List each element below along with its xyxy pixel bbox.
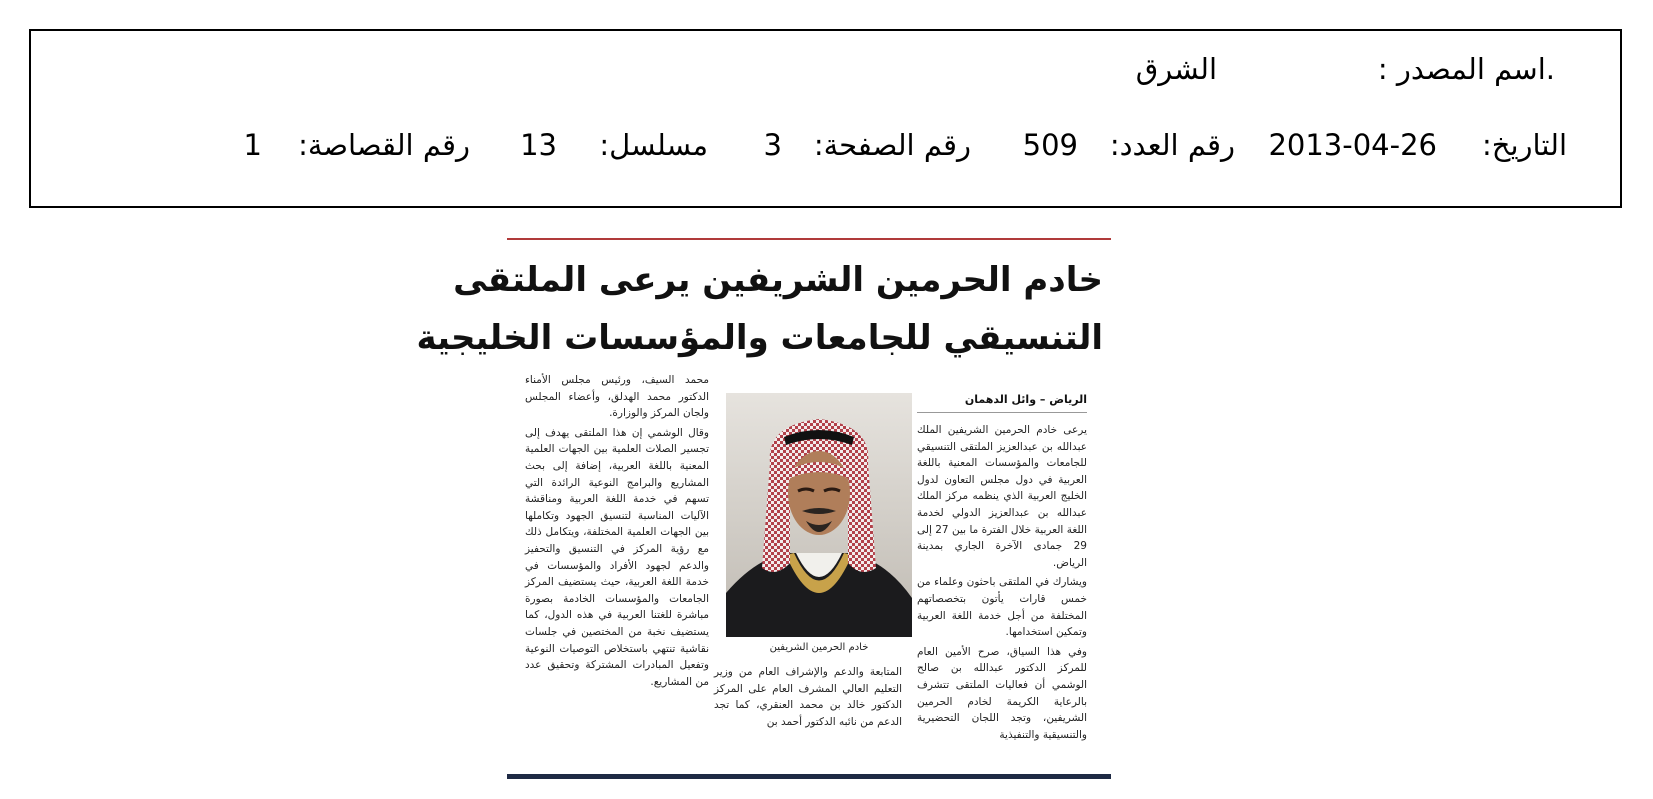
paragraph: محمد السيف، ورئيس مجلس الأمناء الدكتور محمد الهدلق، وأعضاء المجلس ولجان المركز والوزارة.	[525, 374, 709, 420]
date-value: 2013-04-26	[1268, 128, 1437, 162]
clip-number-label: رقم القصاصة:	[298, 128, 470, 162]
clip-number-value: 1	[243, 128, 262, 162]
paragraph: المتابعة والدعم والإشراف العام من وزير التعليم العالي المشرف العام على المركز الدكتور خالد بن محمد العنقري، كما تجد الدعم من نائبه الدكتور أحمد بن	[714, 666, 902, 728]
clipping-top-rule	[507, 238, 1111, 240]
serial-label: مسلسل:	[599, 128, 708, 162]
headline-line-2: التنسيقي للجامعات والمؤسسات الخليجية	[416, 318, 1103, 358]
paragraph: وفي هذا السياق، صرح الأمين العام للمركز الدكتور عبدالله بن صالح الوشمي أن فعاليات الملتقى تتشرف بالرعاية الكريمة لخادم الحرمين الشريفين، وتجد اللجان التحضيرية والتنسيقية والتنفيذية	[917, 645, 1087, 741]
page-value: 3	[763, 128, 782, 162]
paragraph: ويشارك في الملتقى باحثون وعلماء من خمس قارات يأتون بتخصصاتهم المختلفة من أجل خدمة اللغة العربية وتمكين استخدامها.	[917, 576, 1087, 639]
newspaper-clipping	[416, 238, 1111, 779]
middle-column	[714, 664, 902, 733]
left-column	[525, 372, 709, 693]
issue-label: رقم العدد:	[1109, 128, 1235, 162]
source-value: الشرق	[1135, 52, 1217, 86]
issue-value: 509	[1022, 128, 1078, 162]
source-label: .اسم المصدر :	[1377, 52, 1555, 86]
byline-divider	[917, 412, 1087, 413]
serial-value: 13	[520, 128, 557, 162]
page-label: رقم الصفحة:	[813, 128, 971, 162]
photo-caption: خادم الحرمين الشريفين	[769, 642, 869, 653]
clipping-bottom-rule	[507, 774, 1111, 779]
date-label: التاريخ:	[1481, 128, 1567, 162]
byline: الرياض – وائل الدهمان	[964, 393, 1087, 406]
right-column	[917, 422, 1087, 746]
paragraph: وقال الوشمي إن هذا الملتقى يهدف إلى تجسير الصلات العلمية بين الجهات العلمية المعنية باللغة العربية، إضافة إلى بحث المشاريع والبرامج النوعية الرائدة التي تسهم في خدمة اللغة العربية ومناقشة الآليات المناسبة لتنسيق الجهود وتكاملها بين الجهات العلمية المختلفة، ويتكامل ذلك مع رؤية المركز في التنسيق والتحفيز والدعم لجهود الأفراد والمؤسسات في خدمة اللغة العربية، حيث يستضيف المركز الجامعات والمؤسسات الخادمة بصورة مباشرة للغتنا العربية في هذه الدول، كما يستضيف نخبة من المختصين في جلسات نقاشية تنتهي باستخلاص التوصيات النوعية وتفعيل المبادرات المشتركة وتحقيق عدد من المشاريع.	[525, 426, 709, 688]
portrait-illustration	[726, 393, 912, 637]
paragraph: يرعى خادم الحرمين الشريفين الملك عبدالله بن عبدالعزيز الملتقى التنسيقي للجامعات والمؤسسات المعنية باللغة العربية في دول مجلس التعاون لدول الخليج العربية الذي ينظمه مركز الملك عبدالله بن عبدالعزيز الدولي لخدمة اللغة العربية خلال الفترة ما بين 27 إلى 29 جمادى الآخرة الجاري بمدينة الرياض.	[917, 424, 1087, 569]
king-abdullah-photo	[726, 393, 912, 637]
headline-line-1: خادم الحرمين الشريفين يرعى الملتقى	[453, 260, 1103, 300]
